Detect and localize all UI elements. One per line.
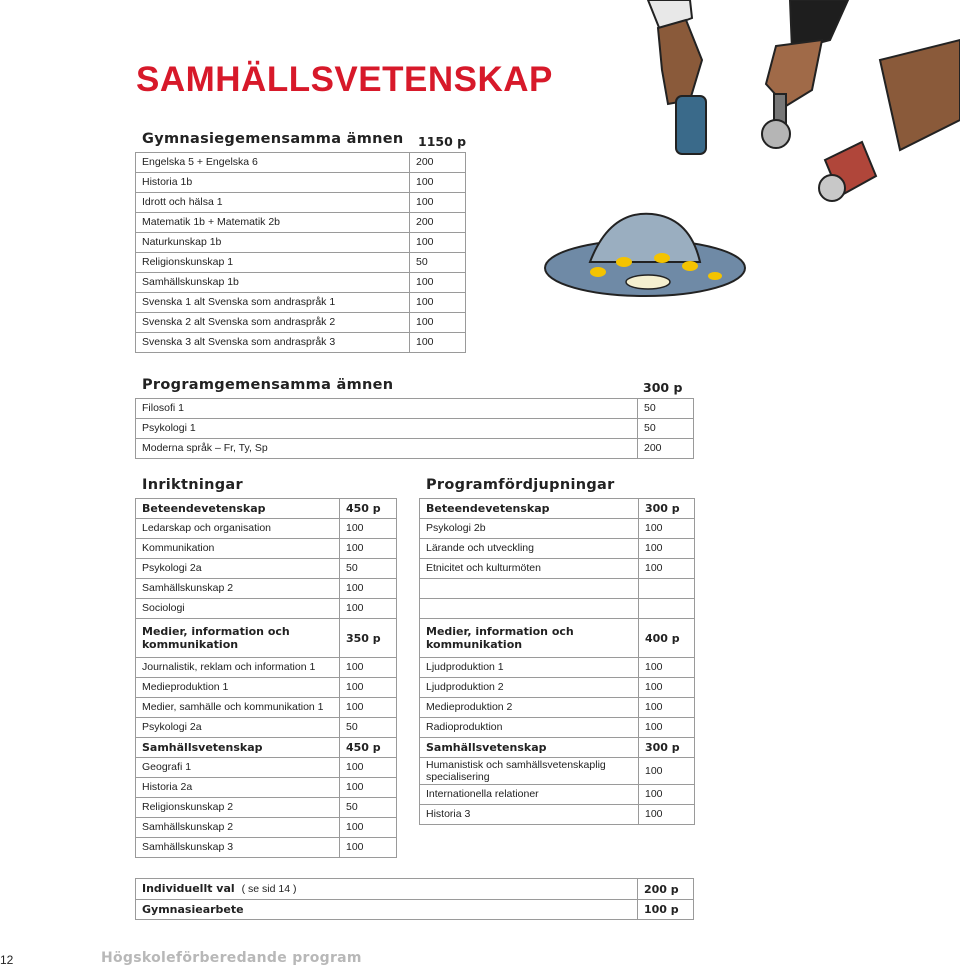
gymnasie-heading: Gymnasiegemensamma ämnen	[142, 131, 404, 147]
subject-points: 50	[638, 419, 694, 439]
subject-points: 100	[639, 539, 695, 559]
ford-samhall-total: 300 p	[639, 738, 695, 758]
subject-points: 100	[410, 293, 466, 313]
subject-name: Ljudproduktion 1	[420, 658, 639, 678]
subject-points: 100	[639, 805, 695, 825]
subject-name: Engelska 5 + Engelska 6	[136, 153, 410, 173]
subject-points: 100	[340, 778, 397, 798]
ford-spacer-row	[420, 599, 695, 619]
ford-medier-total: 400 p	[639, 619, 695, 658]
subject-name: Naturkunskap 1b	[136, 233, 410, 253]
table-row	[136, 439, 694, 459]
arm-left	[648, 0, 706, 154]
inr-beteende-title: Beteendevetenskap	[136, 499, 340, 519]
table-row	[136, 698, 397, 718]
table-row	[420, 539, 695, 559]
table-row	[136, 153, 466, 173]
subject-points: 100	[639, 559, 695, 579]
fordjupningar-table	[419, 498, 695, 825]
subject-points: 200	[410, 153, 466, 173]
subject-points: 100	[340, 838, 397, 858]
subject-name: Samhällskunskap 1b	[136, 273, 410, 293]
subject-points: 50	[638, 399, 694, 419]
program-table	[135, 398, 694, 459]
subject-name: Historia 1b	[136, 173, 410, 193]
table-row	[136, 758, 397, 778]
subject-points: 100	[639, 678, 695, 698]
subject-points: 100	[340, 539, 397, 559]
inr-medier-header	[136, 619, 397, 658]
table-row	[420, 758, 695, 785]
inr-medier-total: 350 p	[340, 619, 397, 658]
table-row	[136, 798, 397, 818]
illustration	[540, 0, 960, 320]
ford-samhall-title: Samhällsvetenskap	[420, 738, 639, 758]
inr-samhall-total: 450 p	[340, 738, 397, 758]
subject-name: Medieproduktion 2	[420, 698, 639, 718]
table-row	[136, 273, 466, 293]
page-number: 12	[0, 953, 14, 967]
table-row	[420, 519, 695, 539]
subject-points: 100	[340, 818, 397, 838]
gymnasie-total: 1150 p	[418, 134, 467, 149]
subject-name: Etnicitet och kulturmöten	[420, 559, 639, 579]
table-row	[420, 559, 695, 579]
table-row	[420, 698, 695, 718]
ford-beteende-header	[420, 499, 695, 519]
table-row	[136, 399, 694, 419]
subject-points: 100	[639, 718, 695, 738]
subject-name: Psykologi 2a	[136, 559, 340, 579]
table-row	[136, 193, 466, 213]
subject-name: Religionskunskap 1	[136, 253, 410, 273]
table-row	[136, 253, 466, 273]
inr-beteende-header	[136, 499, 397, 519]
subject-points: 100	[410, 273, 466, 293]
table-row	[136, 838, 397, 858]
subject-points: 100	[340, 579, 397, 599]
ford-spacer-row	[420, 579, 695, 599]
subject-name: Samhällskunskap 3	[136, 838, 340, 858]
table-row	[136, 173, 466, 193]
ufo-icon	[545, 214, 745, 296]
subject-points: 100	[340, 519, 397, 539]
table-row	[136, 658, 397, 678]
subject-points: 50	[410, 253, 466, 273]
table-row	[136, 213, 466, 233]
subject-points: 100	[340, 678, 397, 698]
subject-name: Samhällskunskap 2	[136, 579, 340, 599]
subject-points: 100	[410, 173, 466, 193]
subject-points: 100	[410, 233, 466, 253]
subject-name: Svenska 1 alt Svenska som andraspråk 1	[136, 293, 410, 313]
program-total: 300 p	[643, 380, 683, 395]
table-row	[136, 313, 466, 333]
table-row	[136, 559, 397, 579]
subject-points: 100	[639, 658, 695, 678]
table-row	[136, 599, 397, 619]
table-row	[136, 718, 397, 738]
subject-points: 100	[639, 698, 695, 718]
table-row	[136, 419, 694, 439]
subject-name: Geografi 1	[136, 758, 340, 778]
table-row	[136, 519, 397, 539]
individuellt-row	[136, 879, 694, 900]
inriktningar-table	[135, 498, 397, 858]
table-row	[136, 233, 466, 253]
ford-medier-title: Medier, information och kommunikation	[420, 619, 639, 658]
subject-name: Matematik 1b + Matematik 2b	[136, 213, 410, 233]
table-row	[136, 293, 466, 313]
table-row	[420, 785, 695, 805]
subject-name: Psykologi 1	[136, 419, 638, 439]
subject-points: 100	[410, 333, 466, 353]
subject-name: Svenska 3 alt Svenska som andraspråk 3	[136, 333, 410, 353]
subject-name: Medier, samhälle och kommunikation 1	[136, 698, 340, 718]
arm-right	[819, 40, 960, 201]
gymnasiearbete-points: 100 p	[638, 900, 694, 920]
footer-text: Högskoleförberedande program	[101, 950, 362, 966]
page-title: SAMHÄLLSVETENSKAP	[136, 60, 553, 99]
ford-medier-header	[420, 619, 695, 658]
subject-name: Sociologi	[136, 599, 340, 619]
subject-points: 100	[410, 313, 466, 333]
ford-beteende-total: 300 p	[639, 499, 695, 519]
fordjupningar-heading: Programfördjupningar	[426, 477, 615, 493]
table-row	[420, 718, 695, 738]
subject-name: Kommunikation	[136, 539, 340, 559]
subject-name: Historia 2a	[136, 778, 340, 798]
subject-name: Ljudproduktion 2	[420, 678, 639, 698]
table-row	[136, 818, 397, 838]
table-row	[420, 678, 695, 698]
subject-name: Journalistik, reklam och information 1	[136, 658, 340, 678]
program-heading: Programgemensamma ämnen	[142, 377, 394, 393]
subject-name: Medieproduktion 1	[136, 678, 340, 698]
inriktningar-heading: Inriktningar	[142, 477, 243, 493]
subject-name: Moderna språk – Fr, Ty, Sp	[136, 439, 638, 459]
individuellt-label: Individuellt val	[142, 882, 235, 895]
summary-table	[135, 878, 694, 920]
subject-name: Psykologi 2b	[420, 519, 639, 539]
subject-points: 100	[639, 785, 695, 805]
subject-points: 100	[340, 658, 397, 678]
subject-name: Humanistisk och samhällsvetenskaplig specialisering	[420, 758, 639, 785]
individuellt-note: ( se sid 14 )	[241, 883, 297, 895]
subject-name: Historia 3	[420, 805, 639, 825]
subject-points: 100	[410, 193, 466, 213]
table-row	[136, 333, 466, 353]
table-row	[420, 805, 695, 825]
subject-name: Idrott och hälsa 1	[136, 193, 410, 213]
subject-points: 50	[340, 798, 397, 818]
table-row	[136, 579, 397, 599]
subject-name: Religionskunskap 2	[136, 798, 340, 818]
table-row	[136, 678, 397, 698]
subject-name: Samhällskunskap 2	[136, 818, 340, 838]
gymnasiearbete-row	[136, 900, 694, 920]
subject-points: 50	[340, 718, 397, 738]
subject-points: 100	[340, 758, 397, 778]
subject-points: 200	[638, 439, 694, 459]
ford-samhall-header	[420, 738, 695, 758]
subject-points: 100	[340, 599, 397, 619]
subject-points: 100	[340, 698, 397, 718]
subject-name: Internationella relationer	[420, 785, 639, 805]
subject-name: Radioproduktion	[420, 718, 639, 738]
subject-name: Ledarskap och organisation	[136, 519, 340, 539]
subject-name: Filosofi 1	[136, 399, 638, 419]
subject-points: 100	[639, 519, 695, 539]
inr-samhall-title: Samhällsvetenskap	[136, 738, 340, 758]
inr-samhall-header	[136, 738, 397, 758]
ford-beteende-title: Beteendevetenskap	[420, 499, 639, 519]
arm-middle	[762, 0, 848, 148]
subject-points: 50	[340, 559, 397, 579]
subject-name: Svenska 2 alt Svenska som andraspråk 2	[136, 313, 410, 333]
subject-points: 100	[639, 758, 695, 785]
table-row	[136, 539, 397, 559]
table-row	[420, 658, 695, 678]
inr-beteende-total: 450 p	[340, 499, 397, 519]
table-row	[136, 778, 397, 798]
inr-medier-title: Medier, information och kommunikation	[136, 619, 340, 658]
subject-name: Psykologi 2a	[136, 718, 340, 738]
individuellt-points: 200 p	[638, 879, 694, 900]
gymnasie-table	[135, 152, 466, 353]
subject-points: 200	[410, 213, 466, 233]
subject-name: Lärande och utveckling	[420, 539, 639, 559]
gymnasiearbete-label: Gymnasiearbete	[136, 900, 638, 920]
